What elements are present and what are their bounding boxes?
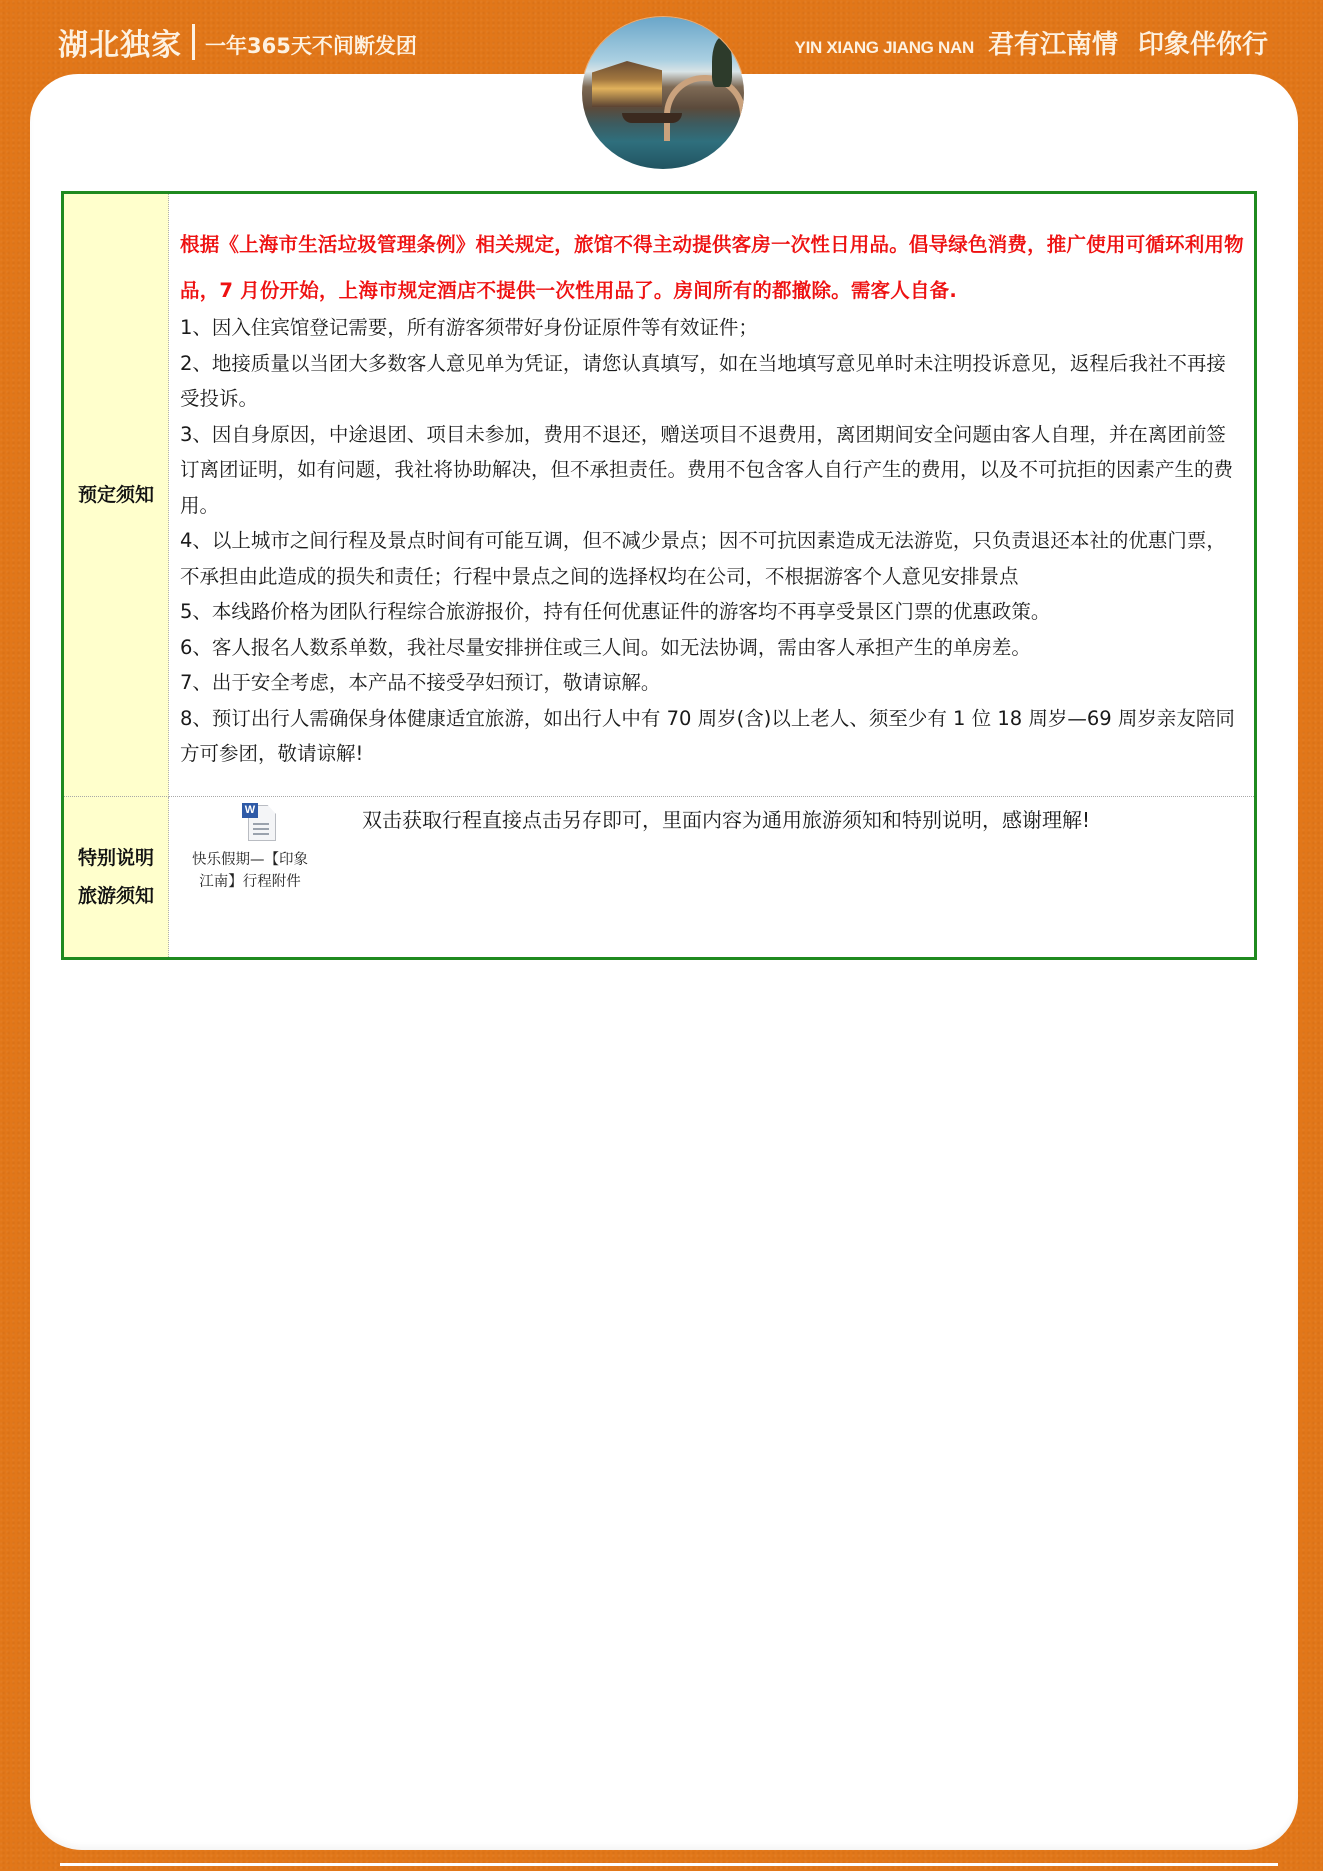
special-notes-content (169, 797, 1256, 959)
notice-table (61, 191, 1257, 960)
doc-line (253, 823, 269, 825)
notice-item-5: 5、本线路价格为团队行程综合旅游报价，持有任何优惠证件的游客均不再享受景区门票的优惠政策。 (180, 600, 1051, 624)
header-left (58, 20, 417, 64)
water-town-photo (582, 17, 744, 169)
notice-item-1: 1、因入住宾馆登记需要，所有游客须带好身份证原件等有效证件； (180, 316, 758, 340)
table-row-booking-notice (63, 193, 1256, 797)
brand-title: 湖北独家 (58, 28, 182, 63)
photo-tree-shape (712, 37, 732, 87)
slogan-1: 君有江南情 (987, 30, 1118, 60)
word-document-icon[interactable] (240, 803, 280, 843)
attachment-name[interactable]: 快乐假期—【印象江南】行程附件 (192, 852, 308, 890)
attachment-row (180, 797, 1244, 893)
highlight-notice: 根据《上海市生活垃圾管理条例》相关规定，旅馆不得主动提供客房一次性日用品。倡导绿色消费，推广使用可循环利用物品，7 月份开始，上海市规定酒店不提供一次性用品了。房间所有的都撤除。需客人自备. (180, 233, 1244, 303)
bottom-divider (60, 1863, 1278, 1866)
slogan-2: 印象伴你行 (1137, 30, 1268, 60)
photo-boat-shape (622, 113, 682, 123)
notice-item-7: 7、出于安全考虑，本产品不接受孕妇预订，敬请谅解。 (180, 671, 661, 695)
label-booking-notice: 预定须知 (63, 193, 169, 797)
doc-line (253, 828, 269, 830)
notice-item-4: 4、以上城市之间行程及景点时间有可能互调，但不减少景点；因不可抗因素造成无法游览，只负责退还本社的优惠门票，不承担由此造成的损失和责任；行程中景点之间的选择权均在公司，不根据游客个人意见安排景点 (180, 529, 1226, 588)
attachment-hint: 双击获取行程直接点击另存即可，里面内容为通用旅游须知和特别说明，感谢理解! (362, 808, 1091, 832)
word-badge: W (242, 803, 258, 818)
label-line-1: 特别说明 (77, 847, 154, 869)
notice-item-8: 8、预订出行人需确保身体健康适宜旅游，如出行人中有 70 周岁(含)以上老人、须至少有 1 位 18 周岁—69 周岁亲友陪同方可参团，敬请谅解! (180, 706, 1235, 766)
doc-line (253, 833, 269, 835)
booking-notice-content (169, 193, 1256, 797)
notice-item-3: 3、因自身原因，中途退团、项目未参加，费用不退还，赠送项目不退费用，离团期间安全问题由客人自理，并在离团前签订离团证明，如有问题，我社将协助解决，但不承担责任。费用不包含客人自行产生的费用，以及不可抗拒的因素产生的费用。 (180, 422, 1234, 517)
pinyin-title: YIN XIANG JIANG NAN (794, 38, 974, 57)
itinerary-attachment[interactable] (180, 803, 320, 893)
brand-tagline: 一年365天不间断发团 (205, 34, 417, 58)
notice-item-6: 6、客人报名人数系单数，我社尽量安排拼住或三人间。如无法协调，需由客人承担产生的单房差。 (180, 635, 1031, 659)
header-right (795, 24, 1268, 61)
label-line-2: 旅游须知 (77, 885, 154, 907)
photo-house-shape (592, 61, 662, 107)
photo-bridge-shape (664, 75, 744, 141)
table-row-special-notes (63, 797, 1256, 959)
label-special-notes (63, 797, 169, 959)
divider (192, 24, 195, 60)
notice-item-2: 2、地接质量以当团大多数客人意见单为凭证，请您认真填写，如在当地填写意见单时未注明投诉意见，返程后我社不再接受投诉。 (180, 351, 1226, 411)
